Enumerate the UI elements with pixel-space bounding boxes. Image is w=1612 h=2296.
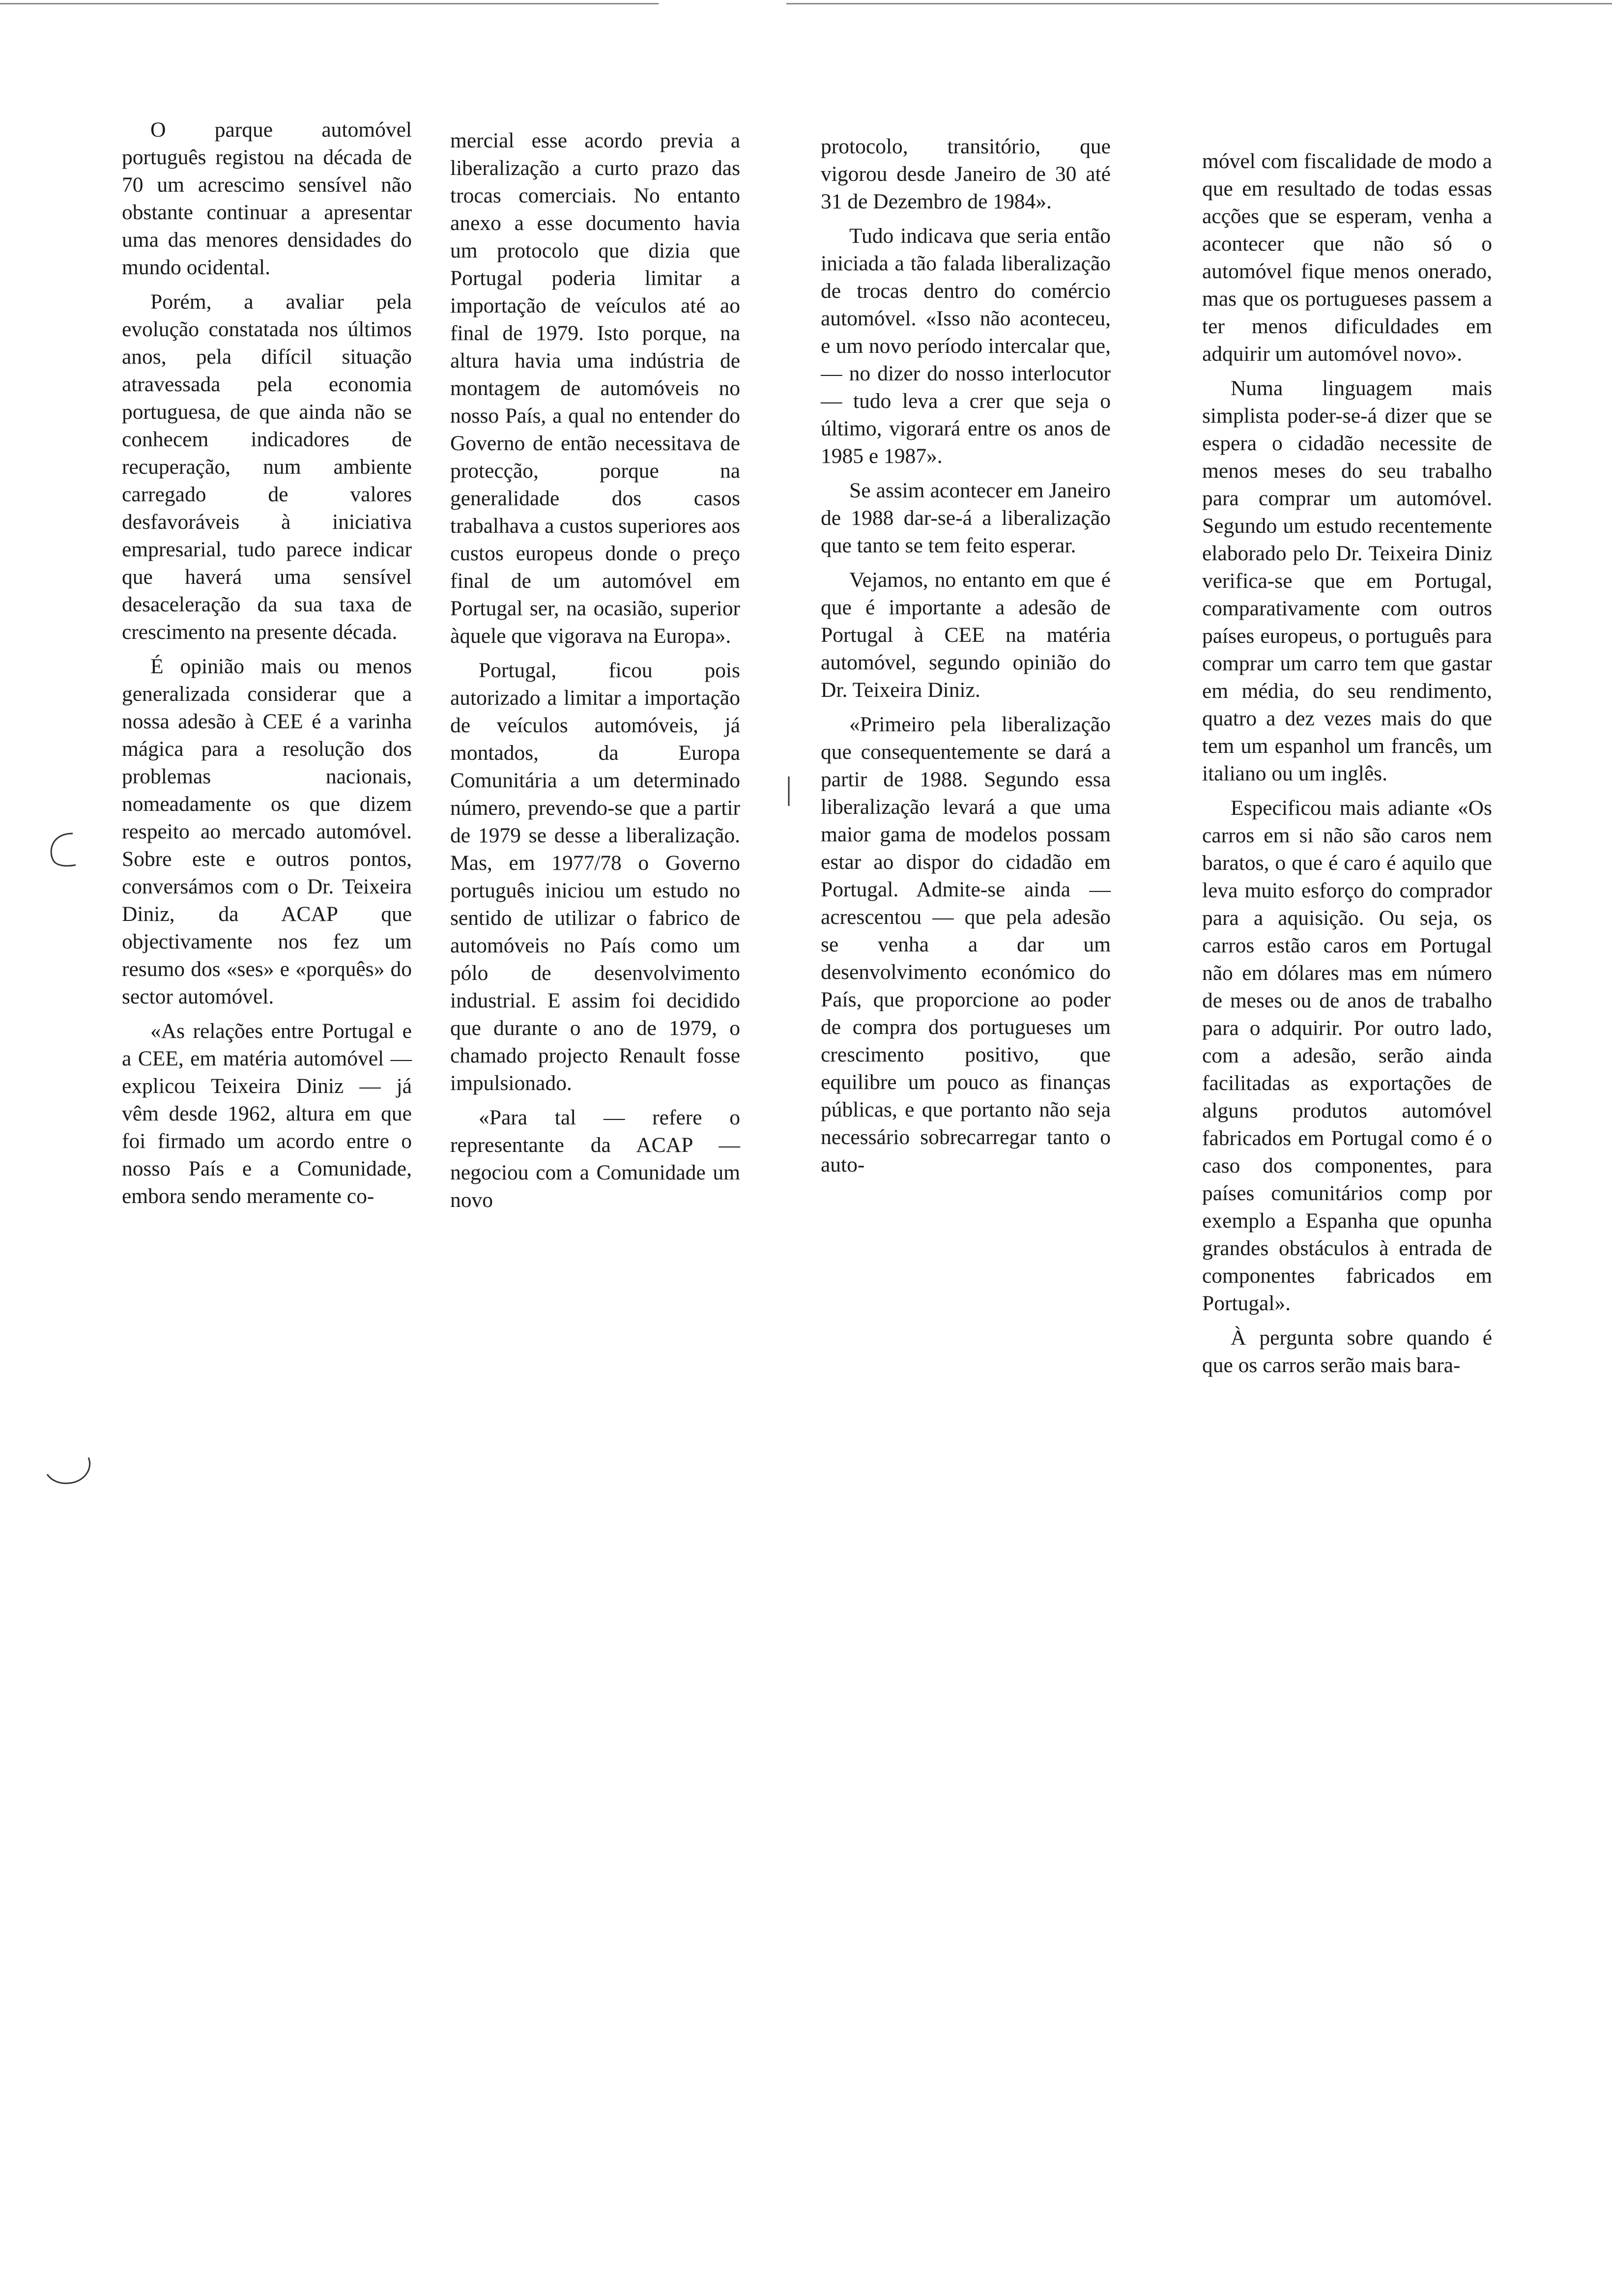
paragraph: É opinião mais ou menos generalizada considerar que a nossa adesão à CEE é a varinha mágica para a resolução dos problemas nacionais, nomeadamente os que dizem respeito ao mercado automóvel. Sobre este e outros pontos, conversámos com o Dr. Teixeira Diniz, da ACAP que objectivamente nos fez um resumo dos «ses» e «porquês» do sector automóvel. <box>122 655 412 1008</box>
column-divider-tick <box>786 776 791 806</box>
paragraph: «As relações entre Portugal e a CEE, em matéria automóvel — explicou Teixeira Diniz — já vêm desde 1962, altura em que foi firmado um acordo entre o nosso País e a Comunidade, embora sendo meramente co- <box>122 1019 412 1208</box>
article-column-1 <box>122 116 412 1217</box>
paragraph: Porém, a avaliar pela evolução constatada nos últimos anos, pela difícil situação atravessada pela economia portuguesa, de que ainda não se conhecem indicadores de recuperação, num ambiente carregado de valores desfavoráveis à iniciativa empresarial, tudo parece indicar que haverá uma sensível desaceleração da sua taxa de crescimento na presente década. <box>122 290 412 644</box>
paragraph: Vejamos, no entanto em que é que é importante a adesão de Portugal à CEE na matéria automóvel, segundo opinião do Dr. Teixeira Diniz. <box>821 568 1111 702</box>
article-column-4 <box>1202 147 1492 1386</box>
paragraph: «Primeiro pela liberalização que consequentemente se dará a partir de 1988. Segundo essa liberalização levará a que uma maior gama de modelos possam estar ao dispor do cidadão em Portugal. Admite-se ainda — acrescentou — que pela adesão se venha a dar um desenvolvimento económico do País, que proporcione ao poder de compra dos portugueses um crescimento positivo, que equilibre um pouco as finanças públicas, e que portanto não seja necessário sobrecarregar tanto o auto- <box>821 713 1111 1177</box>
paragraph: «Para tal — refere o representante da ACAP — negociou com a Comunidade um novo <box>450 1106 740 1212</box>
top-rule-left <box>0 3 659 4</box>
binding-mark-lower <box>44 1455 98 1494</box>
paragraph: O parque automóvel português registou na década de 70 um acrescimo sensível não obstante continuar a apresentar uma das menores densidades do mundo ocidental. <box>122 118 412 279</box>
paragraph: Portugal, ficou pois autorizado a limitar a importação de veículos automóveis, já montados, da Europa Comunitária a um determinado número, prevendo-se que a partir de 1979 se desse a liberalização. Mas, em 1977/78 o Governo português iniciou um estudo no sentido de utilizar o fabrico de automóveis no País como um pólo de desenvolvimento industrial. E assim foi decidido que durante o ano de 1979, o chamado projecto Renault fosse impulsionado. <box>450 659 740 1095</box>
paragraph-continued: protocolo, transitório, que vigorou desde Janeiro de 30 até 31 de Dezembro de 1984». <box>821 135 1111 213</box>
paragraph: Especificou mais adiante «Os carros em si não são caros nem baratos, o que é caro é aquilo que leva muito esforço do comprador para a aquisição. Ou seja, os carros estão caros em Portugal não em dólares mas em número de meses ou de anos de trabalho para o adquirir. Por outro lado, com a adesão, serão ainda facilitadas as exportações de alguns produtos automóvel fabricados em Portugal como é o caso dos componentes, para países comunitários comp por exemplo a Espanha que opunha grandes obstáculos à entrada de componentes fabricados em Portugal». <box>1202 796 1492 1315</box>
top-rule-right <box>786 3 1612 4</box>
binding-mark-upper <box>43 831 83 870</box>
paragraph-continued: mercial esse acordo previa a liberalização a curto prazo das trocas comerciais. No entanto anexo a esse documento havia um protocolo que dizia que Portugal poderia limitar a importação de veículos até ao final de 1979. Isto porque, na altura havia uma indústria de montagem de automóveis no nosso País, a qual no entender do Governo de então necessitava de protecção, porque na generalidade dos casos trabalhava a custos superiores aos custos europeus donde o preço final de um automóvel em Portugal ser, na ocasião, superior àquele que vigorava na Europa». <box>450 129 740 648</box>
article-column-2 <box>450 127 740 1221</box>
paragraph-continued: móvel com fiscalidade de modo a que em resultado de todas essas acções que se esperam, venha a acontecer que não só o automóvel fique menos onerado, mas que os portugueses passem a ter menos dificuldades em adquirir um automóvel novo». <box>1202 149 1492 366</box>
paragraph: Tudo indicava que seria então iniciada a tão falada liberalização de trocas dentro do comércio automóvel. «Isso não aconteceu, e um novo período intercalar que, — no dizer do nosso interlocutor — tudo leva a crer que seja o último, vigorará entre os anos de 1985 e 1987». <box>821 224 1111 468</box>
article-column-3 <box>821 133 1111 1185</box>
paragraph: Numa linguagem mais simplista poder-se-á dizer que se espera o cidadão necessite de menos meses do seu trabalho para comprar um automóvel. Segundo um estudo recentemente elaborado pelo Dr. Teixeira Diniz verifica-se que em Portugal, comparativamente com outros países europeus, o português para comprar um carro tem que gastar em média, do seu rendimento, quatro a dez vezes mais do que tem um espanhol um francês, um italiano ou um inglês. <box>1202 376 1492 785</box>
paragraph: À pergunta sobre quando é que os carros serão mais bara- <box>1202 1326 1492 1377</box>
paragraph: Se assim acontecer em Janeiro de 1988 dar-se-á a liberalização que tanto se tem feito esperar. <box>821 479 1111 557</box>
